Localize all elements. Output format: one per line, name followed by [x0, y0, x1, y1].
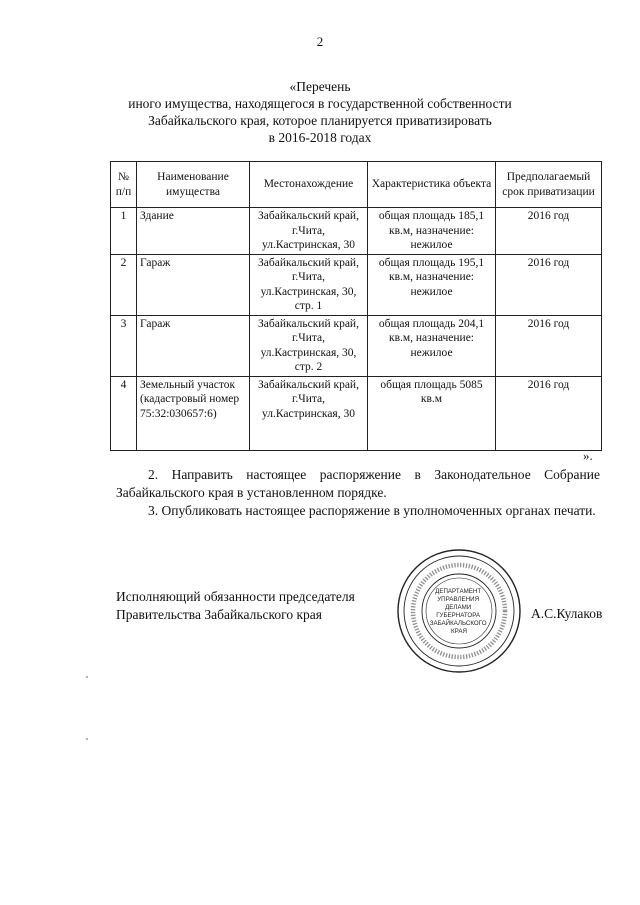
- header-location: Местонахождение: [250, 162, 368, 208]
- row-term: 2016 год: [496, 376, 602, 450]
- row-location: Забайкальский край, г.Чита, ул.Кастринская, 30: [250, 376, 368, 450]
- paragraph-3: 3. Опубликовать настоящее распоряжение в уполномоченных органах печати.: [148, 503, 596, 518]
- seal-line: УПРАВЛЕНИЯ: [437, 596, 480, 603]
- seal-line: ГУБЕРНАТОРА: [436, 612, 481, 619]
- document-title: [0, 78, 640, 146]
- seal-line: ДЕЛАМИ: [445, 604, 472, 611]
- table-row: [111, 208, 602, 255]
- row-location: Забайкальский край, г.Чита, ул.Кастринская, 30: [250, 208, 368, 255]
- row-name: Здание: [137, 208, 250, 255]
- title-line-4: в 2016-2018 годах: [268, 130, 372, 145]
- header-num: № п/п: [111, 162, 137, 208]
- title-line-3: Забайкальского края, которое планируется приватизировать: [148, 113, 492, 128]
- row-characteristics: общая площадь 185,1 кв.м, назначение: нежилое: [368, 208, 496, 255]
- row-num: 3: [111, 315, 137, 376]
- row-num: 2: [111, 254, 137, 315]
- row-location: Забайкальский край, г.Чита, ул.Кастринская, 30, стр. 2: [250, 315, 368, 376]
- page-number: 2: [316, 34, 324, 49]
- table-header-row: [111, 162, 602, 208]
- header-name: Наименование имущества: [137, 162, 250, 208]
- row-num: 4: [111, 376, 137, 450]
- row-characteristics: общая площадь 195,1 кв.м, назначение: нежилое: [368, 254, 496, 315]
- official-seal: [396, 548, 522, 674]
- table-row: [111, 315, 602, 376]
- row-name: Гараж: [137, 254, 250, 315]
- signatory-name: А.С.Кулаков: [531, 606, 603, 621]
- seal-line: ЗАБАЙКАЛЬСКОГО: [429, 620, 487, 627]
- margin-mark: [86, 738, 88, 740]
- row-term: 2016 год: [496, 208, 602, 255]
- table-row: [111, 254, 602, 315]
- row-term: 2016 год: [496, 254, 602, 315]
- title-line-2: иного имущества, находящегося в государственной собственности: [128, 96, 512, 111]
- row-num: 1: [111, 208, 137, 255]
- closing-quote: ».: [583, 448, 593, 463]
- property-table: [110, 161, 602, 451]
- row-term: 2016 год: [496, 315, 602, 376]
- header-term: Предполагаемый срок приватизации: [496, 162, 602, 208]
- signatory-position-line-1: Исполняющий обязанности председателя: [116, 589, 355, 604]
- signatory-position-line-2: Правительства Забайкальского края: [116, 607, 322, 622]
- row-location: Забайкальский край, г.Чита, ул.Кастринская, 30, стр. 1: [250, 254, 368, 315]
- paragraph-2: 2. Направить настоящее распоряжение в Законодательное Собрание Забайкальского края в установленном порядке.: [116, 467, 600, 500]
- title-line-1: «Перечень: [289, 79, 351, 94]
- margin-mark: [86, 676, 88, 678]
- header-characteristics: Характеристика объекта: [368, 162, 496, 208]
- row-name: Гараж: [137, 315, 250, 376]
- table-row: [111, 376, 602, 450]
- row-characteristics: общая площадь 204,1 кв.м, назначение: нежилое: [368, 315, 496, 376]
- seal-line: ДЕПАРТАМЕНТ: [435, 588, 482, 595]
- row-characteristics: общая площадь 5085 кв.м: [368, 376, 496, 450]
- row-name: Земельный участок (кадастровый номер 75:32:030657:6): [137, 376, 250, 450]
- signatory-position: [116, 588, 355, 624]
- svg-text:ДЕПАРТАМЕНТ УПРАВЛЕНИЯ: [430, 588, 489, 635]
- seal-line: КРАЯ: [451, 628, 467, 635]
